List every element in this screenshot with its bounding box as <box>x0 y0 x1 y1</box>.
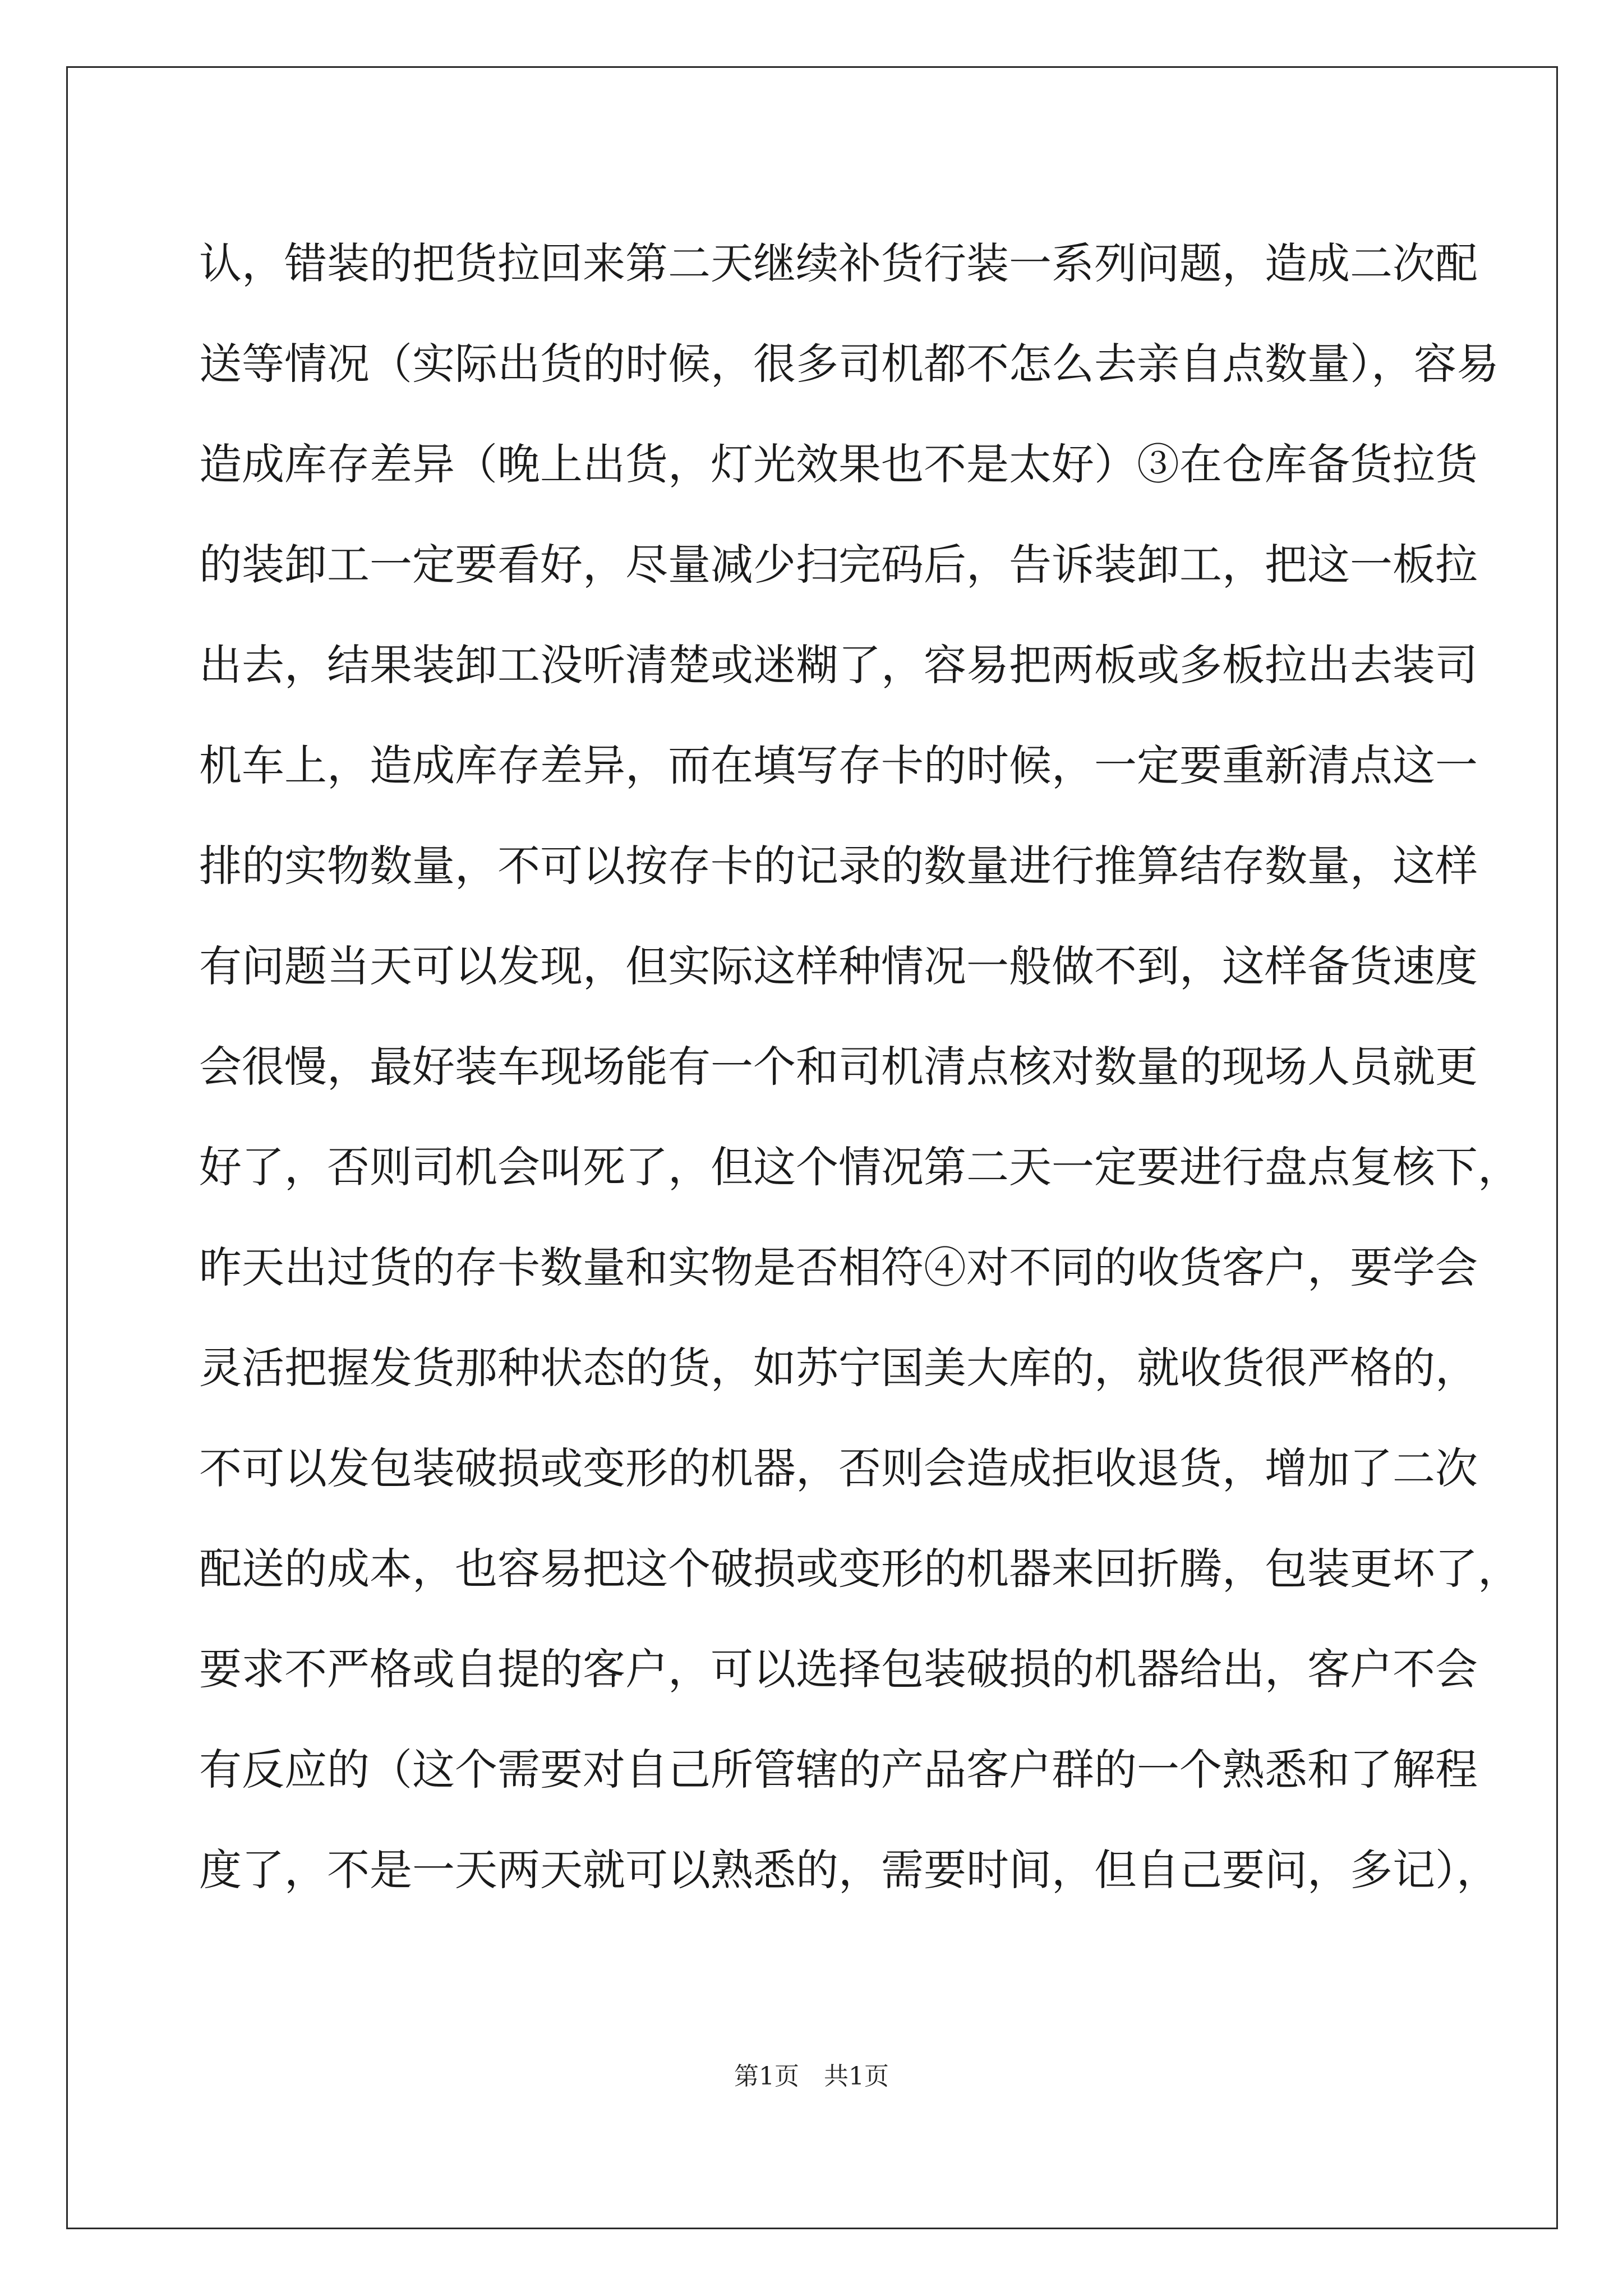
text-line: 灵活把握发货那种状态的货，如苏宁国美大库的，就收货很严格的， <box>199 1343 1478 1393</box>
text-line: 出去，结果装卸工没听清楚或迷糊了，容易把两板或多板拉出去装司 <box>199 640 1478 690</box>
text-line: 会很慢，最好装车现场能有一个和司机清点核对数量的现场人员就更 <box>199 1042 1478 1092</box>
page-number: 第1页 <box>734 2062 799 2091</box>
page-footer <box>0 2060 1623 2093</box>
text-line: 度了，不是一天两天就可以熟悉的，需要时间，但自己要问，多记）， <box>199 1845 1499 1895</box>
text-line: 认，错装的把货拉回来第二天继续补货行装一系列问题，造成二次配 <box>199 238 1478 288</box>
text-line: 排的实物数量，不可以按存卡的记录的数量进行推算结存数量，这样 <box>199 841 1478 891</box>
text-line: 的装卸工一定要看好，尽量减少扫完码后，告诉装卸工，把这一板拉 <box>199 540 1478 590</box>
text-line: 昨天出过货的存卡数量和实物是否相符④对不同的收货客户，要学会 <box>199 1243 1478 1292</box>
text-line: 机车上，造成库存差异，而在填写存卡的时候，一定要重新清点这一 <box>199 740 1478 790</box>
text-line: 要求不严格或自提的客户，可以选择包装破损的机器给出，客户不会 <box>199 1644 1478 1694</box>
page-total: 共1页 <box>824 2062 889 2091</box>
document-body <box>199 213 1520 1920</box>
text-line: 有反应的（这个需要对自己所管辖的产品客户群的一个熟悉和了解程 <box>199 1745 1478 1795</box>
text-line: 送等情况（实际出货的时候，很多司机都不怎么去亲自点数量），容易 <box>199 339 1499 389</box>
text-line: 配送的成本，也容易把这个破损或变形的机器来回折腾，包装更坏了， <box>199 1544 1520 1594</box>
text-line: 有问题当天可以发现，但实际这样种情况一般做不到，这样备货速度 <box>199 941 1478 991</box>
text-line: 造成库存差异（晚上出货，灯光效果也不是太好）③在仓库备货拉货 <box>199 439 1478 489</box>
text-line: 不可以发包装破损或变形的机器，否则会造成拒收退货，增加了二次 <box>199 1443 1478 1493</box>
text-line: 好了，否则司机会叫死了，但这个情况第二天一定要进行盘点复核下， <box>199 1142 1520 1192</box>
